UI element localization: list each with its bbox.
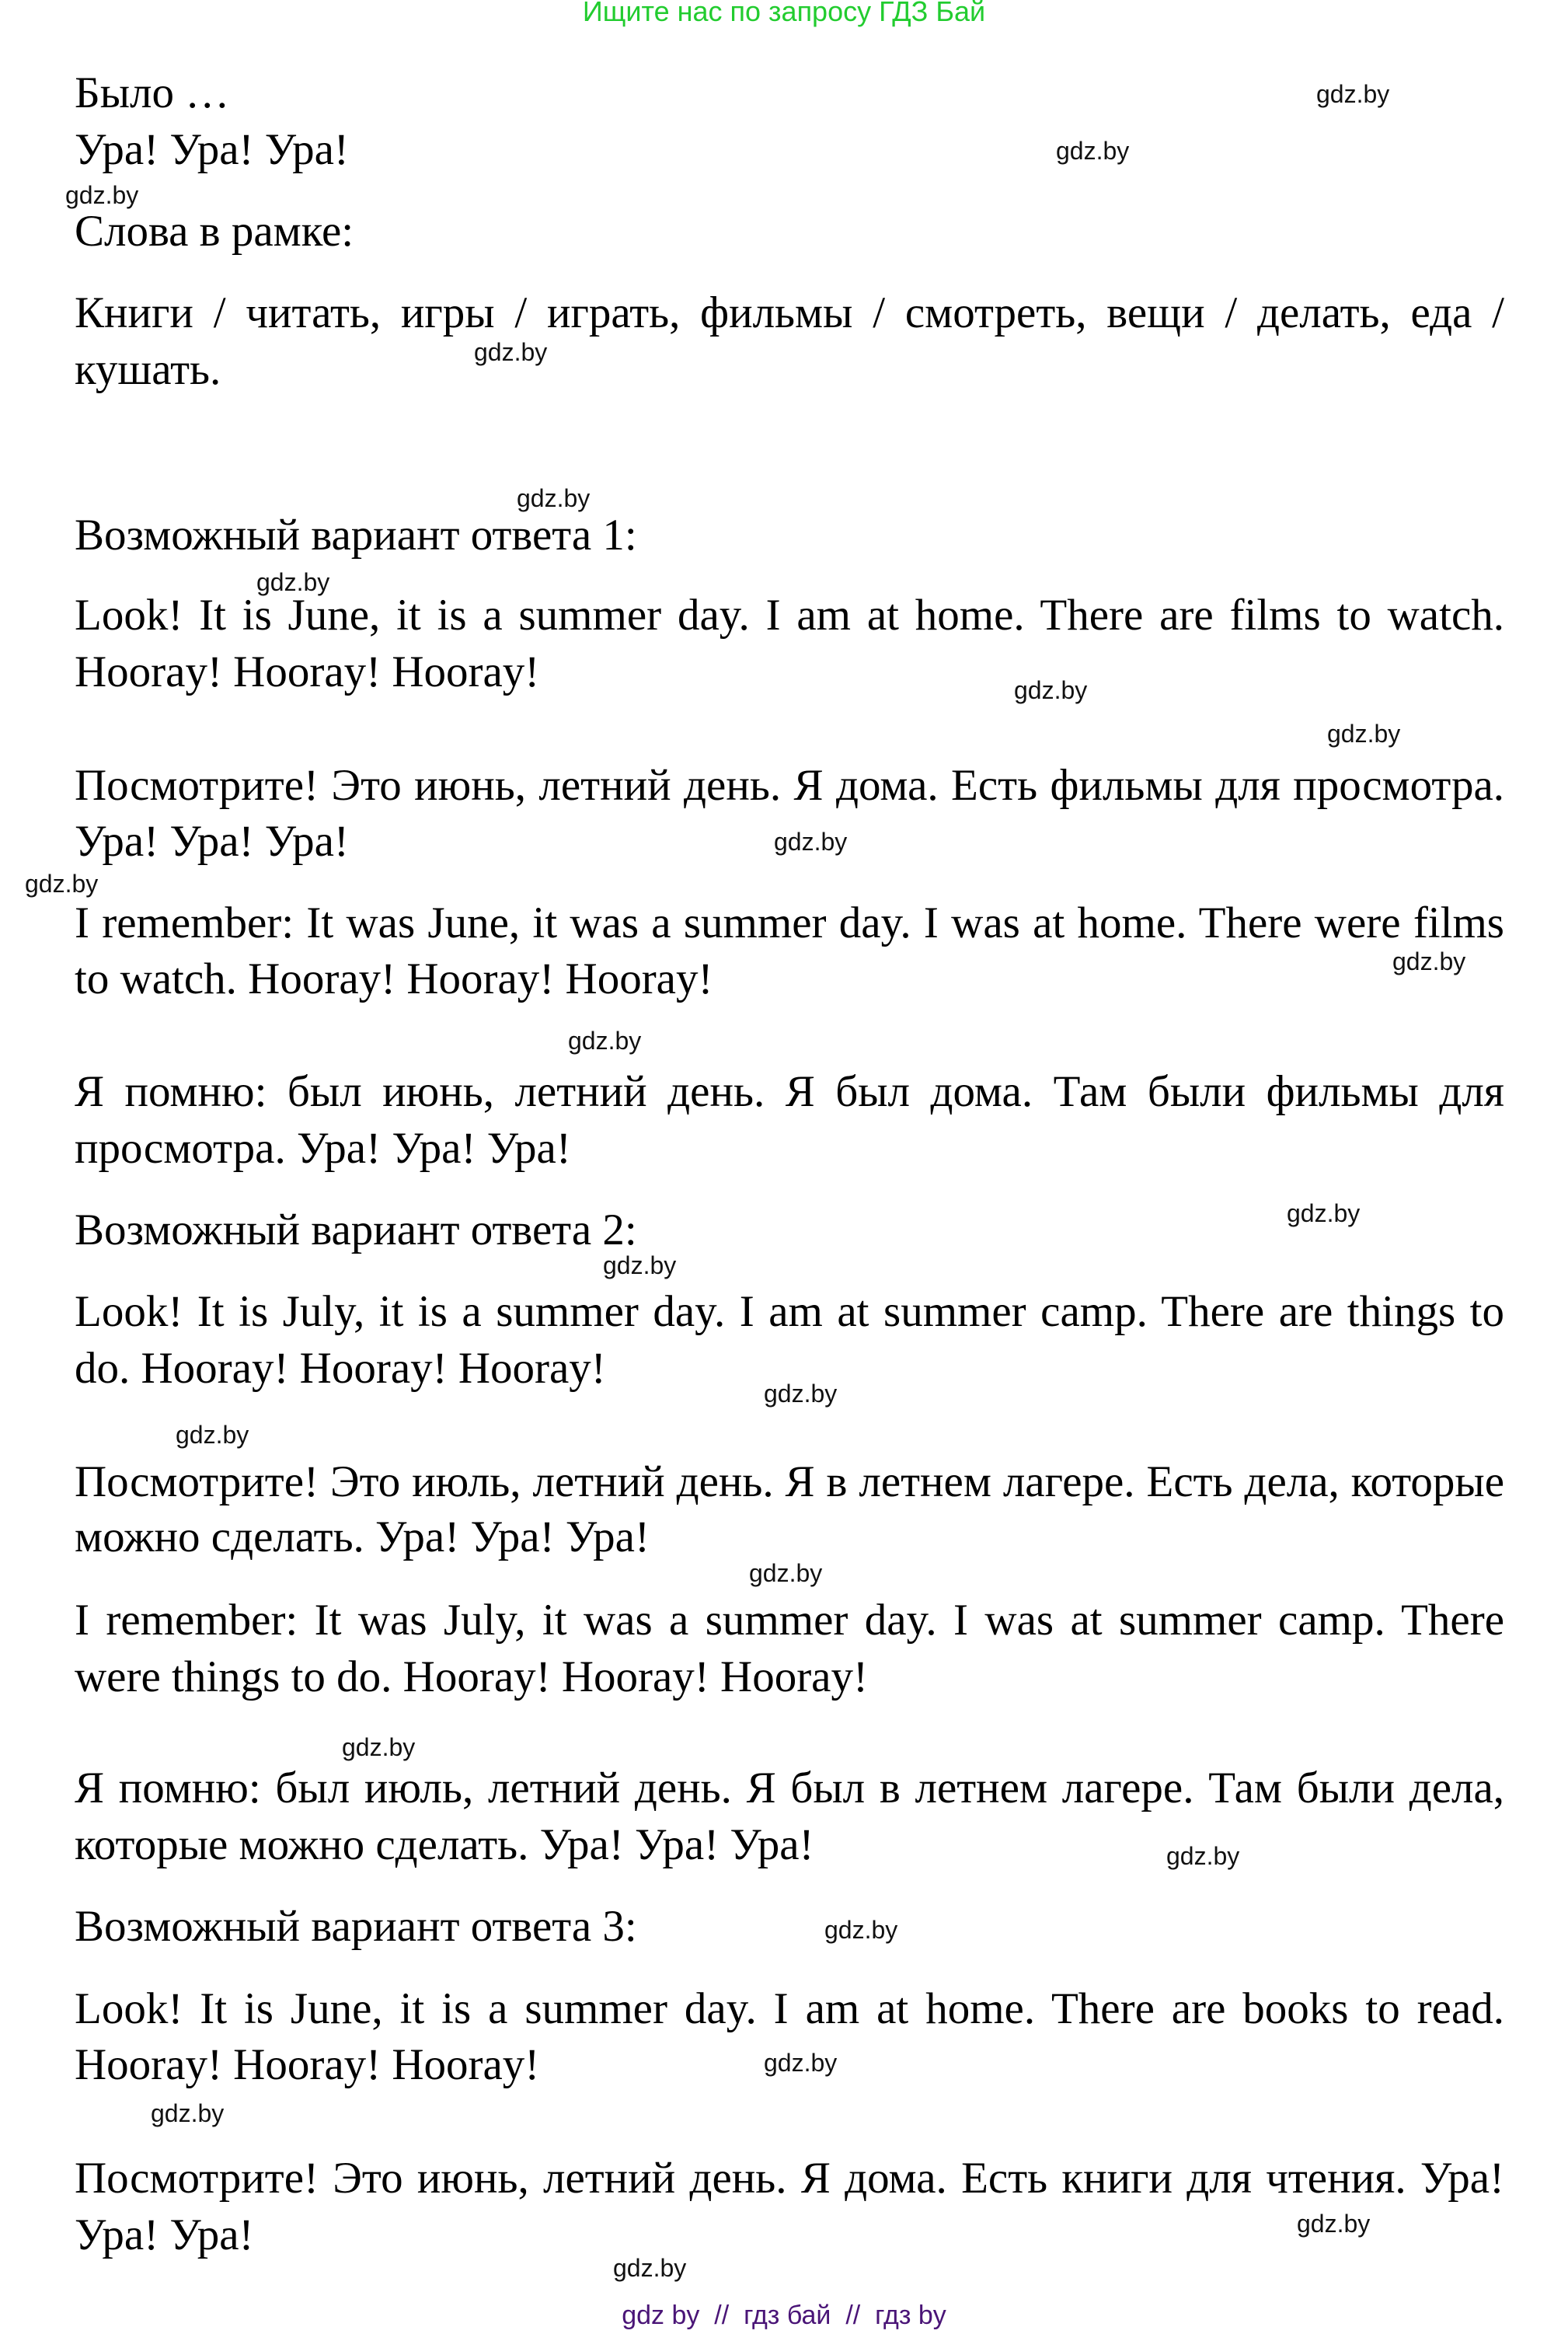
watermark: gdz.by — [613, 2254, 687, 2282]
words-in-box-text: Книги / читать, игры / играть, фильмы / смотреть, вещи / делать, еда / — [75, 288, 1504, 337]
answer-1-english-present: Look! It is June, it is a summer day. I am at home. There are films to watch. — [75, 591, 1504, 640]
answer-1-russian-past: просмотра. Ура! Ура! Ура! — [75, 1124, 571, 1173]
watermark: gdz.by — [774, 828, 848, 856]
watermark: gdz.by — [764, 2049, 838, 2077]
answer-2-english-past: were things to do. Hooray! Hooray! Hooray! — [75, 1652, 868, 1701]
watermark: gdz.by — [1287, 1199, 1361, 1227]
answer-2-english-present: Look! It is July, it is a summer day. I am at summer camp. There are things to — [75, 1287, 1504, 1336]
watermark: gdz.by — [764, 1380, 838, 1408]
watermark: gdz.by — [517, 484, 591, 512]
watermark: gdz.by — [1166, 1842, 1240, 1870]
answer-1-russian-past: Я помню: был июнь, летний день. Я был дома. Там были фильмы для — [75, 1067, 1504, 1116]
watermark: gdz.by — [1327, 720, 1401, 748]
answer-3-heading: Возможный вариант ответа 3: — [75, 1902, 637, 1951]
watermark: gdz.by — [151, 2099, 225, 2127]
watermark: gdz.by — [176, 1421, 249, 1449]
answer-2-russian-present: можно сделать. Ура! Ура! Ура! — [75, 1512, 650, 1561]
watermark: gdz.by — [1392, 947, 1466, 975]
answer-1-english-past: I remember: It was June, it was a summer day. I was at home. There were films — [75, 898, 1504, 947]
watermark: gdz.by — [474, 338, 548, 366]
watermark: gdz.by — [1316, 80, 1390, 108]
site-footer-links: gdz by // гдз бай // гдз by — [622, 2301, 946, 2330]
answer-3-english-present: Hooray! Hooray! Hooray! — [75, 2040, 540, 2089]
watermark: gdz.by — [25, 870, 99, 898]
answer-1-russian-present: Посмотрите! Это июнь, летний день. Я дома. Есть фильмы для просмотра. — [75, 761, 1504, 810]
watermark: gdz.by — [568, 1027, 642, 1055]
answer-3-russian-present: Посмотрите! Это июнь, летний день. Я дома. Есть книги для чтения. Ура! — [75, 2154, 1504, 2203]
watermark: gdz.by — [342, 1733, 416, 1761]
answer-2-russian-past: которые можно сделать. Ура! Ура! Ура! — [75, 1820, 814, 1869]
watermark: gdz.by — [824, 1916, 898, 1944]
intro-line-hooray: Ура! Ура! Ура! — [75, 125, 349, 174]
answer-3-russian-present: Ура! Ура! — [75, 2210, 254, 2259]
answer-2-russian-past: Я помню: был июль, летний день. Я был в летнем лагере. Там были дела, — [75, 1764, 1504, 1812]
words-in-box-label: Слова в рамке: — [75, 207, 354, 256]
answer-3-english-present: Look! It is June, it is a summer day. I am at home. There are books to read. — [75, 1984, 1504, 2033]
answer-2-english-present: do. Hooray! Hooray! Hooray! — [75, 1344, 606, 1393]
watermark: gdz.by — [1297, 2210, 1371, 2238]
answer-1-english-present: Hooray! Hooray! Hooray! — [75, 647, 540, 696]
answer-2-russian-present: Посмотрите! Это июль, летний день. Я в летнем лагере. Есть дела, которые — [75, 1457, 1504, 1506]
watermark: gdz.by — [1056, 137, 1130, 165]
answer-2-heading: Возможный вариант ответа 2: — [75, 1205, 637, 1254]
watermark: gdz.by — [603, 1251, 677, 1279]
watermark: gdz.by — [256, 568, 330, 596]
answer-1-english-past: to watch. Hooray! Hooray! Hooray! — [75, 954, 713, 1003]
watermark: gdz.by — [1014, 676, 1088, 704]
intro-line-was: Было … — [75, 68, 230, 117]
answer-2-english-past: I remember: It was July, it was a summer day. I was at summer camp. There — [75, 1596, 1504, 1645]
watermark: gdz.by — [749, 1559, 823, 1587]
search-hint-banner: Ищите нас по запросу ГДЗ Бай — [582, 0, 986, 27]
words-in-box-text: кушать. — [75, 345, 221, 394]
watermark: gdz.by — [65, 181, 139, 209]
answer-1-heading: Возможный вариант ответа 1: — [75, 511, 637, 560]
answer-1-russian-present: Ура! Ура! Ура! — [75, 817, 349, 866]
